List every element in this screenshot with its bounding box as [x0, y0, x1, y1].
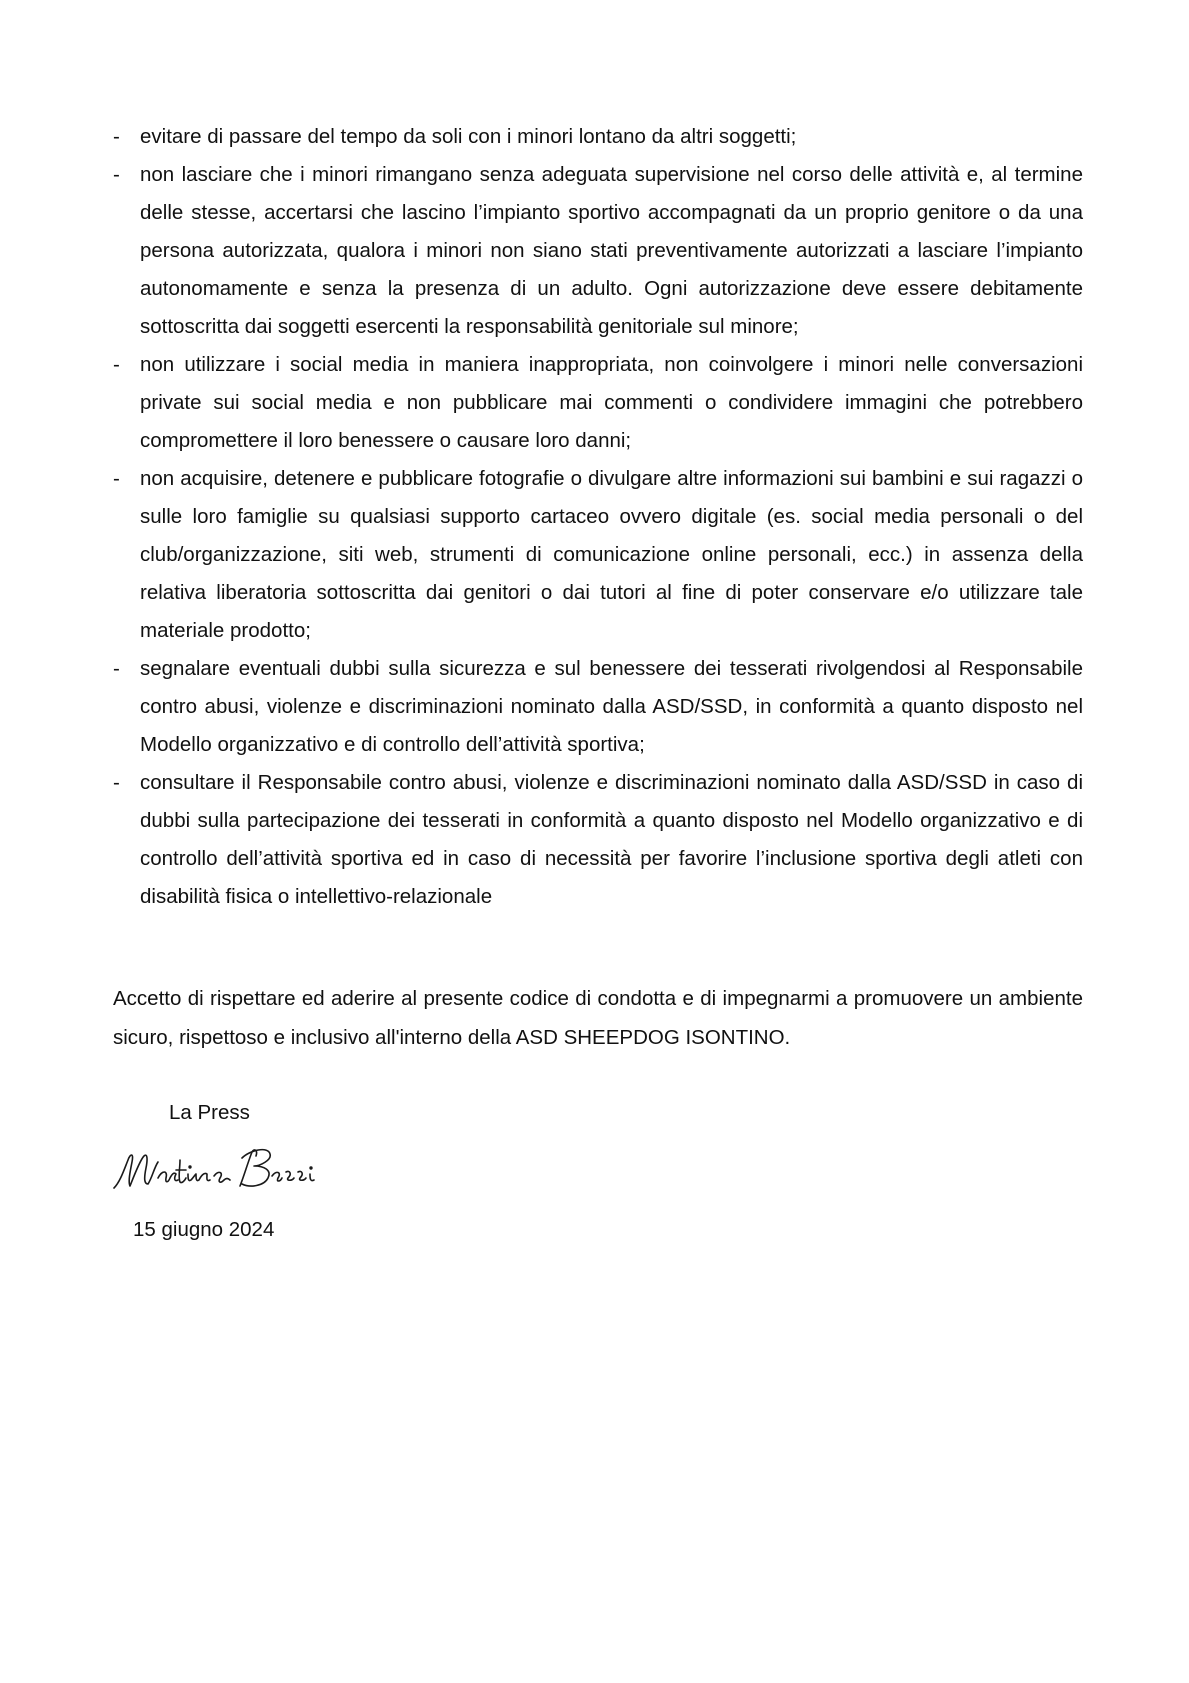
list-item-text: non utilizzare i social media in maniera inappropriata, non coinvolgere i minori nelle conversazioni private sui social media e non pubblicare mai commenti o condividere immagini che potrebbero compromettere il loro benessere o causare loro danni;: [140, 353, 1083, 452]
list-bullet: -: [113, 163, 120, 186]
list-item-text: evitare di passare del tempo da soli con i minori lontano da altri soggetti;: [140, 125, 797, 148]
list-item: [113, 460, 1083, 650]
list-item: [113, 118, 1083, 156]
list-item-text: non lasciare che i minori rimangano senza adeguata supervisione nel corso delle attività e, al termine delle stesse, accertarsi che lascino l’impianto sportivo accompagnati da un proprio genitore o da una persona autorizzata, qualora i minori non siano stati preventivamente autorizzati a lasciare l’impianto autonomamente e senza la presenza di un adulto. Ogni autorizzazione deve essere debitamente sottoscritta dai soggetti esercenti la responsabilità genitoriale sul minore;: [140, 163, 1083, 338]
list-item: [113, 764, 1083, 916]
list-bullet: -: [113, 467, 120, 490]
list-bullet: -: [113, 771, 120, 794]
list-item: [113, 156, 1083, 346]
signatory-role: La Press: [169, 1101, 250, 1124]
closing-statement: Accetto di rispettare ed aderire al presente codice di condotta e di impegnarmi a promuovere un ambiente sicuro, rispettoso e inclusivo all'interno della ASD SHEEPDOG ISONTINO.: [113, 987, 1083, 1049]
conduct-rules-list: [113, 118, 1083, 916]
list-item: [113, 650, 1083, 764]
list-item-text: non acquisire, detenere e pubblicare fotografie o divulgare altre informazioni sui bambini e sui ragazzi o sulle loro famiglie su qualsiasi supporto cartaceo ovvero digitale (es. social media personali o del club/organizzazione, siti web, strumenti di comunicazione online personali, ecc.) in assenza della relativa liberatoria sottoscritta dai genitori o dai tutori al fine di poter conservare e/o utilizzare tale materiale prodotto;: [140, 467, 1083, 642]
handwritten-signature: [110, 1138, 330, 1198]
list-bullet: -: [113, 657, 120, 680]
signature-date: 15 giugno 2024: [133, 1218, 275, 1241]
list-bullet: -: [113, 353, 120, 376]
list-item: [113, 346, 1083, 460]
list-item-text: consultare il Responsabile contro abusi, violenze e discriminazioni nominato dalla ASD/SSD in caso di dubbi sulla partecipazione dei tesserati in conformità a quanto disposto nel Modello organizzativo e di controllo dell’attività sportiva ed in caso di necessità per favorire l’inclusione sportiva degli atleti con disabilità fisica o intellettivo-relazionale: [140, 771, 1083, 908]
list-bullet: -: [113, 125, 120, 148]
list-item-text: segnalare eventuali dubbi sulla sicurezza e sul benessere dei tesserati rivolgendosi al Responsabile contro abusi, violenze e discriminazioni nominato dalla ASD/SSD, in conformità a quanto disposto nel Modello organizzativo e di controllo dell’attività sportiva;: [140, 657, 1083, 756]
